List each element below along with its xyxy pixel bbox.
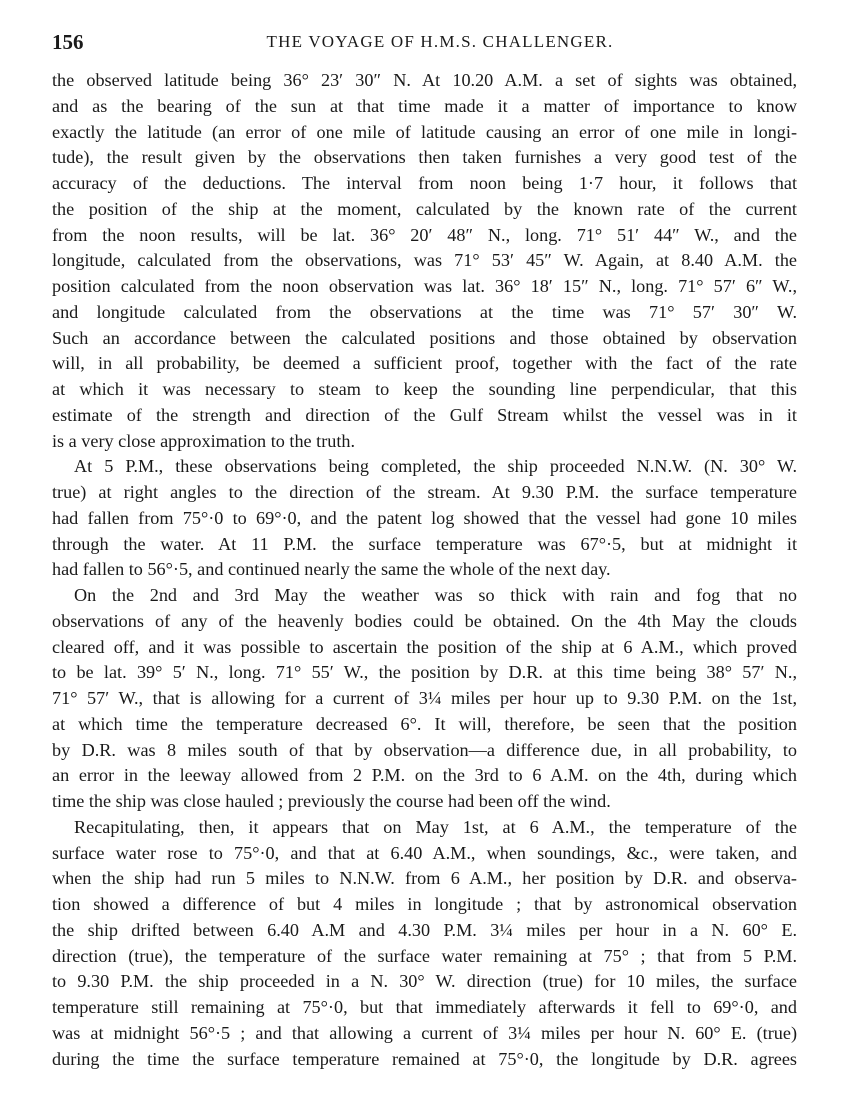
text-line: at which time the temperature decreased 6°. It will, therefore, be seen that the position [52, 713, 797, 734]
text-line: from the noon results, will be lat. 36° 20′ 48″ N., long. 71° 51′ 44″ W., and the [52, 224, 797, 245]
paragraph-start-line: On the 2nd and 3rd May the weather was so thick with rain and fog that no [74, 585, 797, 605]
text-line: the ship drifted between 6.40 A.M and 4.30 P.M. 3¼ miles per hour in a N. 60° E. [52, 919, 797, 940]
text-line: longitude, calculated from the observations, was 71° 53′ 45″ W. Again, at 8.40 A.M. the [52, 250, 797, 271]
page-header [52, 30, 798, 56]
paragraph-end-line: had fallen to 56°·5, and continued nearly the same the whole of the next day. [52, 559, 611, 580]
text-line: at which it was necessary to steam to keep the sounding line perpendicular, that this [52, 379, 797, 399]
page-number: 156 [52, 30, 84, 54]
paragraph-start-line: Recapitulating, then, it appears that on May 1st, at 6 A.M., the temperature of the [74, 816, 797, 837]
text-line: was at midnight 56°·5 ; and that allowing a current of 3¼ miles per hour N. 60° E. (true) [52, 1022, 797, 1043]
text-line: Such an accordance between the calculated positions and those obtained by observation [52, 327, 797, 348]
text-line: surface water rose to 75°·0, and that at 6.40 A.M., when soundings, &c., were taken, and [52, 842, 797, 863]
text-line: tion showed a difference of but 4 miles in longitude ; that by astronomical observation [52, 894, 797, 914]
body-text [52, 68, 797, 1072]
text-line: tude), the result given by the observations then taken furnishes a very good test of the [52, 147, 797, 168]
text-line: an error in the leeway allowed from 2 P.M. on the 3rd to 6 A.M. on the 4th, during which [52, 765, 797, 786]
text-line: had fallen from 75°·0 to 69°·0, and the patent log showed that the vessel had gone 10 miles [52, 507, 797, 528]
text-line: position calculated from the noon observation was lat. 36° 18′ 15″ N., long. 71° 57′ 6″ W., [52, 276, 797, 296]
text-line: during the time the surface temperature remained at 75°·0, the longitude by D.R. agrees [52, 1048, 797, 1069]
text-line: true) at right angles to the direction of the stream. At 9.30 P.M. the surface temperature [52, 482, 797, 502]
text-line: by D.R. was 8 miles south of that by observation—a difference due, in all probability, to [52, 739, 797, 760]
text-line: and as the bearing of the sun at that time made it a matter of importance to know [52, 95, 797, 116]
text-line: the position of the ship at the moment, calculated by the known rate of the current [52, 198, 797, 219]
text-line: to 9.30 P.M. the ship proceeded in a N. 30° W. direction (true) for 10 miles, the surface [52, 971, 797, 992]
text-line: exactly the latitude (an error of one mile of latitude causing an error of one mile in longi- [52, 121, 797, 142]
text-line: and longitude calculated from the observations at the time was 71° 57′ 30″ W. [52, 301, 797, 322]
text-line: estimate of the strength and direction of the Gulf Stream whilst the vessel was in it [52, 404, 797, 425]
paragraph-start-line: At 5 P.M., these observations being completed, the ship proceeded N.N.W. (N. 30° W. [74, 456, 797, 477]
text-line: cleared off, and it was possible to ascertain the position of the ship at 6 A.M., which proved [52, 636, 797, 657]
text-line: temperature still remaining at 75°·0, but that immediately afterwards it fell to 69°·0, and [52, 997, 797, 1017]
text-line: will, in all probability, be deemed a sufficient proof, together with the fact of the rate [52, 353, 797, 374]
text-line: 71° 57′ W., that is allowing for a current of 3¼ miles per hour up to 9.30 P.M. on the 1st, [52, 688, 797, 708]
text-line: when the ship had run 5 miles to N.N.W. from 6 A.M., her position by D.R. and observa- [52, 868, 797, 889]
paragraph-end-line: is a very close approximation to the truth. [52, 430, 356, 451]
text-line: to be lat. 39° 5′ N., long. 71° 55′ W., the position by D.R. at this time being 38° 57′ N., [52, 662, 797, 683]
text-line: direction (true), the temperature of the surface water remaining at 75° ; that from 5 P.M. [52, 945, 797, 966]
running-head: THE VOYAGE OF H.M.S. CHALLENGER. [266, 32, 614, 51]
text-line: accuracy of the deductions. The interval from noon being 1·7 hour, it follows that [52, 173, 797, 193]
text-line: through the water. At 11 P.M. the surface temperature was 67°·5, but at midnight it [52, 533, 797, 554]
text-line: observations of any of the heavenly bodies could be obtained. On the 4th May the clouds [52, 610, 797, 631]
text-line: the observed latitude being 36° 23′ 30″ N. At 10.20 A.M. a set of sights was obtained, [52, 70, 797, 90]
paragraph-end-line: time the ship was close hauled ; previously the course had been off the wind. [52, 791, 611, 811]
